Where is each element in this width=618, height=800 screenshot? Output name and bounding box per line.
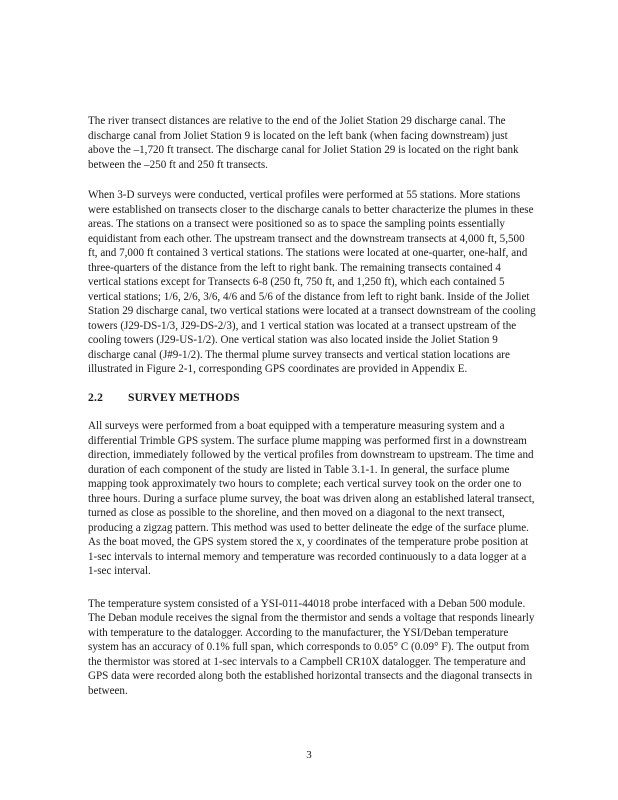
- paragraph-vertical-profiles: When 3-D surveys were conducted, vertical profiles were performed at 55 stations. More stations were established on transects closer to the discharge canals to better characterize the plumes in these areas. The stations on a transect were positioned so as to space the sampling points essentially equidistant from each other. The upstream transect and the downstream transects at 4,000 ft, 5,500 ft, and 7,000 ft contained 3 vertical stations. The stations were located at one-quarter, one-half, and three-quarters of the distance from the left to right bank. The remaining transects contained 4 vertical stations except for Transects 6-8 (250 ft, 750 ft, and 1,250 ft), which each contained 5 vertical stations; 1/6, 2/6, 3/6, 4/6 and 5/6 of the distance from left to right bank. Inside of the Joliet Station 29 discharge canal, two vertical stations were located at a transect downstream of the cooling towers (J29-DS-1/3, J29-DS-2/3), and 1 vertical station was located at a transect upstream of the cooling towers (J29-US-1/2). One vertical station was also located inside the Joliet Station 9 discharge canal (J#9-1/2). The thermal plume survey transects and vertical station locations are illustrated in Figure 2-1, corresponding GPS coordinates are provided in Appendix E.: [88, 189, 536, 375]
- page-number: 3: [306, 749, 312, 761]
- paragraph-transect-distances: The river transect distances are relative to the end of the Joliet Station 29 discharge canal. The discharge canal from Joliet Station 9 is located on the left bank (when facing downstream) just above the –1,720 ft transect. The discharge canal for Joliet Station 29 is located on the right bank between the –250 ft and 250 ft transects.: [88, 115, 519, 171]
- paragraph-temperature-system: The temperature system consisted of a YSI-011-44018 probe interfaced with a Deban 500 module. The Deban module receives the signal from the thermistor and sends a voltage that responds linearly with temperature to the datalogger. According to the manufacturer, the YSI/Deban temperature system has an accuracy of 0.1% full span, which corresponds to 0.05° C (0.09° F). The output from the thermistor was stored at 1-sec intervals to a Campbell CR10X datalogger. The temperature and GPS data were recorded along both the established horizontal transects and the diagonal transects in between.: [88, 597, 535, 697]
- section-number: 2.2: [88, 390, 104, 404]
- paragraph-survey-methods: All surveys were performed from a boat equipped with a temperature measuring system and a differential Trimble GPS system. The surface plume mapping was performed first in a downstream direction, immediately followed by the vertical profiles from downstream to upstream. The time and duration of each component of the study are listed in Table 3.1-1. In general, the surface plume mapping took approximately two hours to complete; each vertical survey took on the order one to three hours. During a surface plume survey, the boat was driven along an established lateral transect, turned as close as possible to the shoreline, and then moved on a diagonal to the next transect, producing a zigzag pattern. This method was used to better delineate the edge of the surface plume. As the boat moved, the GPS system stored the x, y coordinates of the temperature probe position at 1-sec intervals to internal memory and temperature was recorded continuously to a data logger at a 1-sec interval.: [88, 420, 535, 577]
- page-body: [88, 114, 536, 712]
- section-heading: [88, 391, 536, 406]
- section-title: SURVEY METHODS: [128, 390, 240, 404]
